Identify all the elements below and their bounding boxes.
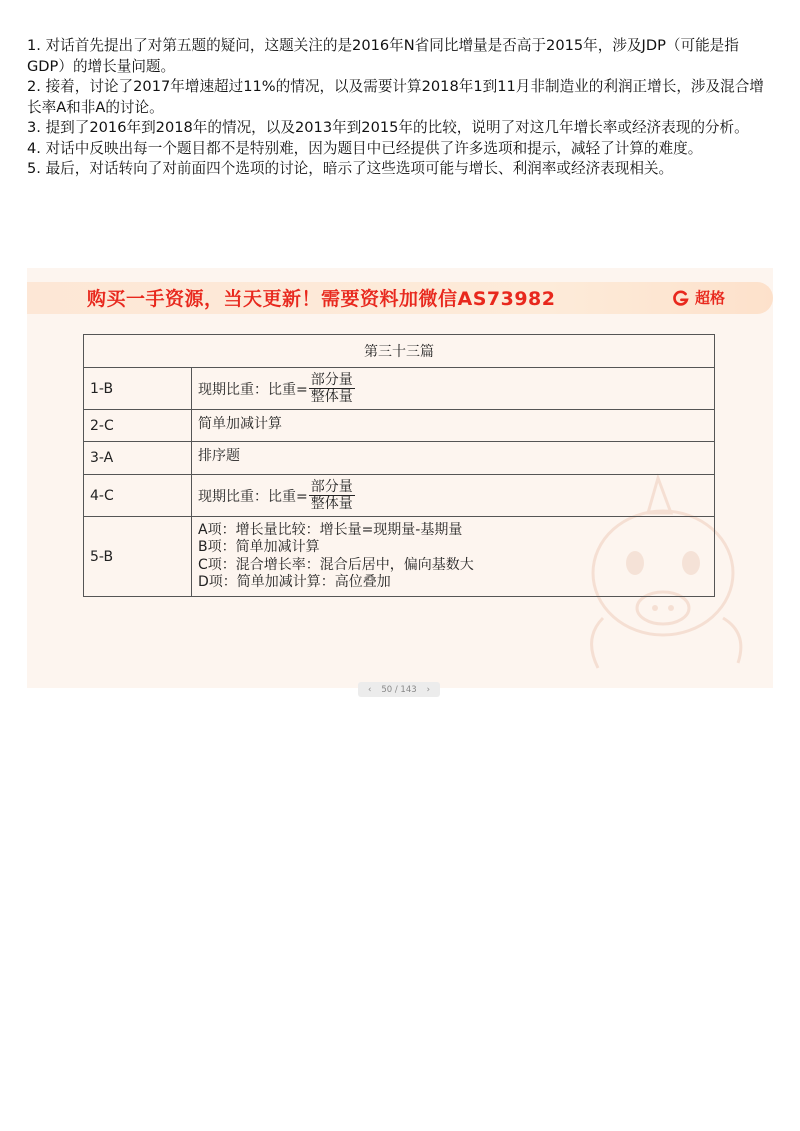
brand-g-icon [672, 289, 690, 307]
next-page-button[interactable]: › [426, 684, 431, 695]
slide-image [27, 268, 773, 688]
fraction [309, 479, 355, 512]
explanation-cell [192, 368, 715, 410]
option-d-line: D项：简单加减计算：高位叠加 [198, 574, 391, 590]
explanation-cell [192, 517, 715, 597]
banner-text: 购买一手资源，当天更新！需要资料加微信AS73982 [87, 288, 556, 310]
explanation-cell: 简单加减计算 [192, 410, 715, 442]
prev-page-button[interactable]: ‹ [367, 684, 372, 695]
formula-prefix: 现期比重：比重= [198, 381, 308, 398]
answer-cell: 1-B [84, 368, 192, 410]
summary-item-5: 5. 最后，对话转向了对前面四个选项的讨论，暗示了这些选项可能与增长、利润率或经济表现相关。 [27, 160, 674, 177]
summary-item-2: 2. 接着，讨论了2017年增速超过11%的情况，以及需要计算2018年1到11月非制造业的利润正增长，涉及混合增长率A和非A的讨论。 [27, 78, 764, 116]
page-navigator [358, 682, 440, 697]
answer-cell: 5-B [84, 517, 192, 597]
option-b-line: B项：简单加减计算 [198, 539, 320, 555]
table-row [84, 517, 715, 597]
summary-text [27, 36, 777, 180]
table-row [84, 475, 715, 517]
fraction [309, 372, 355, 405]
brand-logo [672, 287, 725, 308]
option-c-line: C项：混合增长率：混合后居中，偏向基数大 [198, 556, 474, 573]
answer-cell: 4-C [84, 475, 192, 517]
table-row [84, 368, 715, 410]
page-indicator: 50 / 143 [381, 684, 417, 695]
answer-table [83, 334, 715, 597]
summary-item-1: 1. 对话首先提出了对第五题的疑问，这题关注的是2016年N省同比增量是否高于2015年，涉及JDP（可能是指GDP）的增长量问题。 [27, 37, 739, 75]
brand-name: 超格 [694, 289, 725, 307]
fraction-numerator: 部分量 [310, 372, 353, 388]
summary-item-3: 3. 提到了2016年到2018年的情况，以及2013年到2015年的比较，说明了对这几年增长率或经济表现的分析。 [27, 119, 749, 136]
table-row [84, 410, 715, 442]
answer-cell: 2-C [84, 410, 192, 442]
explanation-cell: 排序题 [192, 442, 715, 475]
formula-prefix: 现期比重：比重= [198, 488, 308, 505]
answer-cell: 3-A [84, 442, 192, 475]
table-title: 第三十三篇 [84, 335, 715, 368]
explanation-cell [192, 475, 715, 517]
fraction-denominator: 整体量 [310, 389, 353, 405]
promo-banner [27, 282, 773, 314]
fraction-denominator: 整体量 [310, 496, 353, 512]
option-a-line: A项：增长量比较：增长量=现期量-基期量 [198, 521, 463, 538]
table-row [84, 442, 715, 475]
fraction-numerator: 部分量 [310, 479, 353, 495]
summary-item-4: 4. 对话中反映出每一个题目都不是特别难，因为题目中已经提供了许多选项和提示，减轻了计算的难度。 [27, 139, 703, 157]
